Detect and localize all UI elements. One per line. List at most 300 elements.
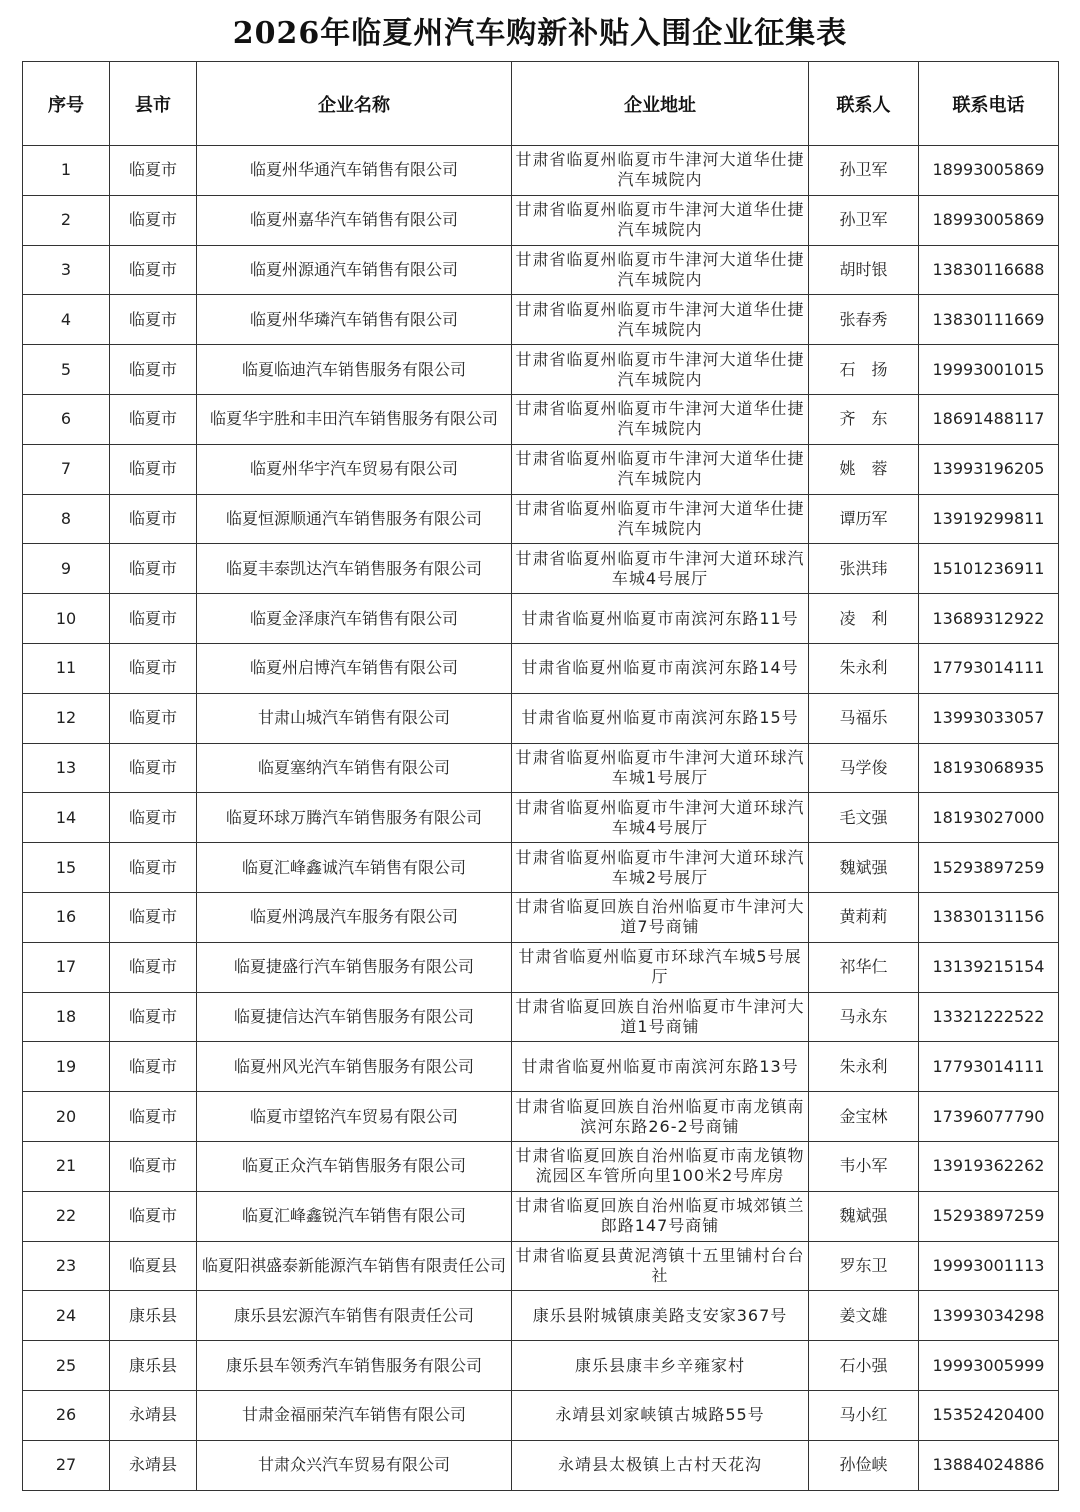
cell-address-text: 甘肃省临夏回族自治州临夏市城郊镇兰郎路147号商铺: [515, 1196, 805, 1236]
cell-contact: [809, 892, 919, 942]
cell-address-text: 甘肃省临夏州临夏市南滨河东路14号: [521, 658, 799, 678]
cell-contact: [809, 195, 919, 245]
cell-phone: [919, 245, 1059, 295]
cell-contact-text: 朱永利: [839, 658, 888, 678]
cell-county: [110, 892, 197, 942]
cell-address: [512, 1341, 809, 1391]
cell-company-text: 临夏市望铭汽车贸易有限公司: [249, 1106, 458, 1126]
cell-contact: [809, 693, 919, 743]
cell-county-text: 临夏市: [128, 508, 177, 528]
cell-county: [110, 444, 197, 494]
table-row: [23, 146, 1059, 196]
cell-no: [23, 793, 110, 843]
cell-address: [512, 295, 809, 345]
cell-no-text: 27: [55, 1455, 77, 1475]
cell-no: [23, 295, 110, 345]
cell-company-text: 临夏捷信达汽车销售服务有限公司: [233, 1006, 474, 1026]
cell-no-text: 5: [60, 359, 72, 379]
header-phone: 联系电话: [919, 62, 1059, 146]
cell-phone-text: 13993196205: [932, 459, 1045, 479]
cell-contact-text: 祁华仁: [839, 957, 888, 977]
cell-county: [110, 793, 197, 843]
cell-phone: [919, 743, 1059, 793]
cell-county: [110, 394, 197, 444]
cell-no: [23, 1191, 110, 1241]
cell-phone: [919, 1291, 1059, 1341]
table-row: [23, 843, 1059, 893]
cell-county: [110, 743, 197, 793]
cell-contact-text: 姚 蓉: [839, 459, 888, 479]
cell-address-text: 甘肃省临夏州临夏市牛津河大道华仕捷汽车城院内: [515, 449, 805, 489]
cell-no: [23, 146, 110, 196]
cell-company-text: 临夏阳祺盛泰新能源汽车销售有限责任公司: [201, 1255, 506, 1275]
cell-phone: [919, 544, 1059, 594]
table-row: [23, 494, 1059, 544]
page-title: 2026年临夏州汽车购新补贴入围企业征集表: [232, 16, 848, 51]
cell-address: [512, 1042, 809, 1092]
cell-no-text: 1: [60, 160, 72, 180]
cell-contact-text: 石 扬: [839, 359, 888, 379]
cell-county-text: 康乐县: [128, 1355, 177, 1375]
cell-contact: [809, 444, 919, 494]
cell-phone: [919, 1092, 1059, 1142]
cell-address-text: 康乐县附城镇康美路支安家367号: [532, 1305, 788, 1325]
table-row: [23, 544, 1059, 594]
cell-address: [512, 643, 809, 693]
cell-no: [23, 444, 110, 494]
cell-address-text: 康乐县康丰乡辛雍家村: [574, 1355, 745, 1375]
cell-contact: [809, 743, 919, 793]
cell-address-text: 甘肃省临夏回族自治州临夏市南龙镇南滨河东路26-2号商铺: [515, 1096, 805, 1136]
table-row: [23, 1390, 1059, 1440]
cell-address: [512, 394, 809, 444]
cell-no-text: 7: [60, 459, 72, 479]
cell-phone: [919, 892, 1059, 942]
cell-no-text: 10: [55, 608, 77, 628]
cell-county: [110, 146, 197, 196]
cell-company-text: 临夏环球万腾汽车销售服务有限公司: [225, 807, 482, 827]
cell-county: [110, 843, 197, 893]
cell-county-text: 临夏市: [128, 608, 177, 628]
cell-company: [197, 743, 512, 793]
cell-company: [197, 1241, 512, 1291]
cell-company: [197, 1141, 512, 1191]
cell-contact: [809, 1440, 919, 1490]
cell-company: [197, 1191, 512, 1241]
cell-no-text: 3: [60, 259, 72, 279]
cell-address: [512, 494, 809, 544]
cell-address: [512, 1241, 809, 1291]
cell-county: [110, 1390, 197, 1440]
table-row: [23, 1191, 1059, 1241]
cell-no-text: 14: [55, 807, 77, 827]
cell-phone: [919, 444, 1059, 494]
cell-contact: [809, 345, 919, 395]
table-header-row: [23, 62, 1059, 146]
cell-contact: [809, 1291, 919, 1341]
cell-contact-text: 马小红: [839, 1405, 888, 1425]
cell-contact: [809, 1390, 919, 1440]
cell-county: [110, 195, 197, 245]
table-row: [23, 1141, 1059, 1191]
cell-no-text: 12: [55, 708, 77, 728]
cell-county: [110, 1440, 197, 1490]
cell-address: [512, 1440, 809, 1490]
cell-no: [23, 643, 110, 693]
cell-address-text: 甘肃省临夏州临夏市牛津河大道华仕捷汽车城院内: [515, 200, 805, 240]
cell-company: [197, 245, 512, 295]
cell-address-text: 甘肃省临夏回族自治州临夏市牛津河大道7号商铺: [515, 897, 805, 937]
cell-contact-text: 齐 东: [839, 409, 888, 429]
cell-contact-text: 胡时银: [839, 259, 888, 279]
cell-phone: [919, 992, 1059, 1042]
cell-contact: [809, 793, 919, 843]
cell-phone: [919, 1191, 1059, 1241]
table-row: [23, 892, 1059, 942]
cell-county: [110, 942, 197, 992]
cell-address: [512, 793, 809, 843]
cell-no: [23, 1092, 110, 1142]
cell-company-text: 临夏州嘉华汽车销售有限公司: [249, 210, 458, 230]
cell-company-text: 临夏正众汽车销售服务有限公司: [241, 1156, 466, 1176]
cell-no-text: 16: [55, 907, 77, 927]
cell-phone: [919, 394, 1059, 444]
cell-contact: [809, 494, 919, 544]
cell-address-text: 甘肃省临夏州临夏市环球汽车城5号展厅: [518, 947, 802, 987]
cell-contact: [809, 394, 919, 444]
cell-contact-text: 谭历军: [839, 508, 888, 528]
cell-no: [23, 195, 110, 245]
cell-no: [23, 1291, 110, 1341]
header-company: 企业名称: [197, 62, 512, 146]
table-row: [23, 793, 1059, 843]
cell-company: [197, 1440, 512, 1490]
cell-contact-text: 张洪玮: [839, 558, 888, 578]
table-row: [23, 1291, 1059, 1341]
cell-company-text: 临夏临迪汽车销售服务有限公司: [241, 359, 466, 379]
cell-contact: [809, 1092, 919, 1142]
cell-phone: [919, 843, 1059, 893]
cell-company: [197, 146, 512, 196]
cell-company: [197, 345, 512, 395]
cell-company-text: 临夏塞纳汽车销售有限公司: [257, 757, 450, 777]
cell-county-text: 临夏市: [128, 907, 177, 927]
cell-no-text: 9: [60, 558, 72, 578]
cell-county-text: 临夏市: [128, 757, 177, 777]
cell-company: [197, 1291, 512, 1341]
table-row: [23, 1440, 1059, 1490]
header-county: 县市: [110, 62, 197, 146]
cell-address: [512, 892, 809, 942]
cell-company-text: 临夏汇峰鑫锐汽车销售有限公司: [241, 1206, 466, 1226]
cell-contact-text: 张春秀: [839, 309, 888, 329]
header-address: 企业地址: [512, 62, 809, 146]
cell-company: [197, 942, 512, 992]
cell-phone: [919, 693, 1059, 743]
cell-address-text: 甘肃省临夏州临夏市牛津河大道华仕捷汽车城院内: [515, 299, 805, 339]
table-row: [23, 942, 1059, 992]
cell-no: [23, 1042, 110, 1092]
cell-county-text: 临夏市: [128, 857, 177, 877]
cell-address: [512, 1191, 809, 1241]
cell-contact-text: 孙俭峡: [839, 1455, 888, 1475]
cell-company: [197, 1390, 512, 1440]
cell-company-text: 临夏恒源顺通汽车销售服务有限公司: [225, 508, 482, 528]
cell-address-text: 甘肃省临夏州临夏市南滨河东路13号: [521, 1056, 799, 1076]
cell-phone-text: 15293897259: [932, 857, 1045, 877]
cell-county: [110, 544, 197, 594]
table-row: [23, 444, 1059, 494]
cell-no-text: 15: [55, 857, 77, 877]
cell-county: [110, 245, 197, 295]
cell-address-text: 永靖县太极镇上古村天花沟: [557, 1455, 762, 1475]
cell-no: [23, 345, 110, 395]
cell-phone-text: 19993005999: [932, 1355, 1045, 1375]
cell-phone-text: 13830116688: [932, 259, 1045, 279]
cell-company: [197, 195, 512, 245]
cell-no: [23, 992, 110, 1042]
cell-address: [512, 843, 809, 893]
cell-no-text: 23: [55, 1255, 77, 1275]
cell-company: [197, 793, 512, 843]
cell-contact-text: 韦小军: [839, 1156, 888, 1176]
cell-county-text: 临夏市: [128, 1106, 177, 1126]
cell-no-text: 6: [60, 409, 72, 429]
cell-county-text: 临夏市: [128, 359, 177, 379]
cell-contact: [809, 594, 919, 644]
cell-address: [512, 594, 809, 644]
cell-phone-text: 18193027000: [932, 807, 1045, 827]
cell-phone-text: 13830111669: [932, 309, 1045, 329]
cell-no: [23, 1241, 110, 1291]
cell-county-text: 临夏市: [128, 160, 177, 180]
cell-no-text: 25: [55, 1355, 77, 1375]
header-contact: 联系人: [809, 62, 919, 146]
cell-address-text: 永靖县刘家峡镇古城路55号: [555, 1405, 765, 1425]
cell-address: [512, 1141, 809, 1191]
cell-no: [23, 1341, 110, 1391]
cell-phone-text: 18993005869: [932, 160, 1045, 180]
cell-county-text: 临夏市: [128, 1156, 177, 1176]
cell-phone: [919, 1241, 1059, 1291]
cell-no-text: 8: [60, 508, 72, 528]
cell-county-text: 临夏市: [128, 409, 177, 429]
table-row: [23, 195, 1059, 245]
cell-county: [110, 1241, 197, 1291]
cell-contact-text: 孙卫军: [839, 160, 888, 180]
cell-contact: [809, 1241, 919, 1291]
cell-phone: [919, 295, 1059, 345]
cell-address: [512, 992, 809, 1042]
cell-phone-text: 13830131156: [932, 907, 1045, 927]
cell-contact: [809, 643, 919, 693]
cell-county-text: 临夏市: [128, 259, 177, 279]
cell-contact-text: 毛文强: [839, 807, 888, 827]
cell-phone: [919, 793, 1059, 843]
cell-company-text: 临夏州华宇汽车贸易有限公司: [249, 459, 458, 479]
cell-company-text: 康乐县车领秀汽车销售服务有限公司: [225, 1355, 482, 1375]
table-row: [23, 1042, 1059, 1092]
cell-county: [110, 295, 197, 345]
cell-phone-text: 18993005869: [932, 210, 1045, 230]
cell-address: [512, 245, 809, 295]
cell-no: [23, 245, 110, 295]
cell-no-text: 19: [55, 1056, 77, 1076]
cell-company: [197, 693, 512, 743]
cell-contact: [809, 544, 919, 594]
cell-phone-text: 13919299811: [932, 508, 1045, 528]
cell-company-text: 临夏汇峰鑫诚汽车销售有限公司: [241, 857, 466, 877]
cell-county: [110, 1141, 197, 1191]
cell-phone: [919, 942, 1059, 992]
cell-phone-text: 13689312922: [932, 608, 1045, 628]
cell-company: [197, 992, 512, 1042]
cell-company-text: 临夏州华通汽车销售有限公司: [249, 160, 458, 180]
table-row: [23, 1341, 1059, 1391]
cell-contact: [809, 245, 919, 295]
cell-address-text: 甘肃省临夏州临夏市牛津河大道华仕捷汽车城院内: [515, 498, 805, 538]
table-row: [23, 643, 1059, 693]
cell-address-text: 甘肃省临夏州临夏市牛津河大道环球汽车城4号展厅: [515, 797, 805, 837]
cell-company-text: 康乐县宏源汽车销售有限责任公司: [233, 1305, 474, 1325]
cell-contact-text: 魏斌强: [839, 1206, 888, 1226]
cell-address: [512, 1390, 809, 1440]
cell-company: [197, 892, 512, 942]
cell-no-text: 4: [60, 309, 72, 329]
enterprise-table: [22, 61, 1059, 1491]
cell-no: [23, 743, 110, 793]
cell-phone-text: 13884024886: [932, 1455, 1045, 1475]
cell-no: [23, 1390, 110, 1440]
cell-phone-text: 19993001015: [932, 359, 1045, 379]
cell-contact-text: 马学俊: [839, 757, 888, 777]
cell-contact: [809, 1141, 919, 1191]
cell-no-text: 13: [55, 757, 77, 777]
cell-contact-text: 马福乐: [839, 708, 888, 728]
cell-phone-text: 18691488117: [932, 409, 1045, 429]
cell-phone: [919, 643, 1059, 693]
cell-county-text: 临夏县: [128, 1255, 177, 1275]
cell-address: [512, 1291, 809, 1341]
table-row: [23, 594, 1059, 644]
cell-phone-text: 13139215154: [932, 957, 1045, 977]
cell-contact-text: 朱永利: [839, 1056, 888, 1076]
cell-phone-text: 15101236911: [932, 558, 1045, 578]
cell-no-text: 18: [55, 1006, 77, 1026]
cell-county: [110, 1042, 197, 1092]
table-row: [23, 345, 1059, 395]
cell-contact: [809, 843, 919, 893]
cell-company-text: 临夏州风光汽车销售服务有限公司: [233, 1056, 474, 1076]
cell-address-text: 甘肃省临夏州临夏市牛津河大道华仕捷汽车城院内: [515, 349, 805, 389]
cell-no: [23, 594, 110, 644]
cell-no: [23, 1141, 110, 1191]
cell-no: [23, 494, 110, 544]
cell-contact: [809, 992, 919, 1042]
cell-county: [110, 1291, 197, 1341]
cell-company-text: 临夏州华璘汽车销售有限公司: [249, 309, 458, 329]
table-row: [23, 992, 1059, 1042]
cell-county-text: 临夏市: [128, 957, 177, 977]
cell-company-text: 临夏丰泰凯达汽车销售服务有限公司: [225, 558, 482, 578]
cell-address-text: 甘肃省临夏州临夏市南滨河东路11号: [521, 608, 799, 628]
cell-county-text: 永靖县: [128, 1405, 177, 1425]
cell-phone-text: 19993001113: [932, 1255, 1045, 1275]
table-row: [23, 295, 1059, 345]
cell-phone-text: 17793014111: [932, 658, 1045, 678]
cell-contact-text: 姜文雄: [839, 1305, 888, 1325]
cell-phone-text: 18193068935: [932, 757, 1045, 777]
table-row: [23, 394, 1059, 444]
cell-address-text: 甘肃省临夏回族自治州临夏市牛津河大道1号商铺: [515, 996, 805, 1036]
cell-contact: [809, 1191, 919, 1241]
cell-address-text: 甘肃省临夏州临夏市牛津河大道环球汽车城2号展厅: [515, 847, 805, 887]
cell-no-text: 17: [55, 957, 77, 977]
cell-phone: [919, 594, 1059, 644]
cell-address-text: 甘肃省临夏州临夏市牛津河大道环球汽车城1号展厅: [515, 747, 805, 787]
cell-no: [23, 942, 110, 992]
cell-county: [110, 494, 197, 544]
cell-address-text: 甘肃省临夏州临夏市牛津河大道华仕捷汽车城院内: [515, 249, 805, 289]
cell-county-text: 临夏市: [128, 1006, 177, 1026]
cell-company: [197, 594, 512, 644]
cell-company: [197, 1092, 512, 1142]
cell-address-text: 甘肃省临夏回族自治州临夏市南龙镇物流园区车管所向里100米2号库房: [515, 1146, 805, 1186]
cell-contact-text: 金宝林: [839, 1106, 888, 1126]
cell-phone-text: 13993033057: [932, 708, 1045, 728]
header-no: 序号: [23, 62, 110, 146]
cell-company-text: 临夏州鸿晟汽车服务有限公司: [249, 907, 458, 927]
cell-address: [512, 345, 809, 395]
cell-contact: [809, 146, 919, 196]
cell-county: [110, 1341, 197, 1391]
cell-phone: [919, 494, 1059, 544]
cell-address-text: 甘肃省临夏州临夏市牛津河大道华仕捷汽车城院内: [515, 150, 805, 190]
cell-phone-text: 13321222522: [932, 1006, 1045, 1026]
cell-no: [23, 693, 110, 743]
cell-address: [512, 195, 809, 245]
cell-company: [197, 295, 512, 345]
cell-county-text: 临夏市: [128, 309, 177, 329]
cell-county-text: 临夏市: [128, 558, 177, 578]
cell-phone: [919, 1141, 1059, 1191]
cell-address: [512, 146, 809, 196]
cell-phone: [919, 1042, 1059, 1092]
cell-phone: [919, 195, 1059, 245]
table-row: [23, 743, 1059, 793]
cell-contact: [809, 942, 919, 992]
cell-phone: [919, 146, 1059, 196]
cell-company: [197, 1341, 512, 1391]
cell-no-text: 2: [60, 210, 72, 230]
cell-contact: [809, 295, 919, 345]
cell-company-text: 临夏华宇胜和丰田汽车销售服务有限公司: [209, 409, 498, 429]
table-row: [23, 1092, 1059, 1142]
cell-contact-text: 魏斌强: [839, 857, 888, 877]
cell-company: [197, 643, 512, 693]
cell-county: [110, 594, 197, 644]
cell-phone: [919, 345, 1059, 395]
cell-no-text: 20: [55, 1106, 77, 1126]
cell-company-text: 临夏金泽康汽车销售有限公司: [249, 608, 458, 628]
cell-company-text: 临夏捷盛行汽车销售服务有限公司: [233, 957, 474, 977]
cell-county-text: 永靖县: [128, 1455, 177, 1475]
cell-company-text: 甘肃金福丽荣汽车销售有限公司: [241, 1405, 466, 1425]
cell-no: [23, 394, 110, 444]
cell-company: [197, 1042, 512, 1092]
cell-contact-text: 罗东卫: [839, 1255, 888, 1275]
cell-phone-text: 13919362262: [932, 1156, 1045, 1176]
